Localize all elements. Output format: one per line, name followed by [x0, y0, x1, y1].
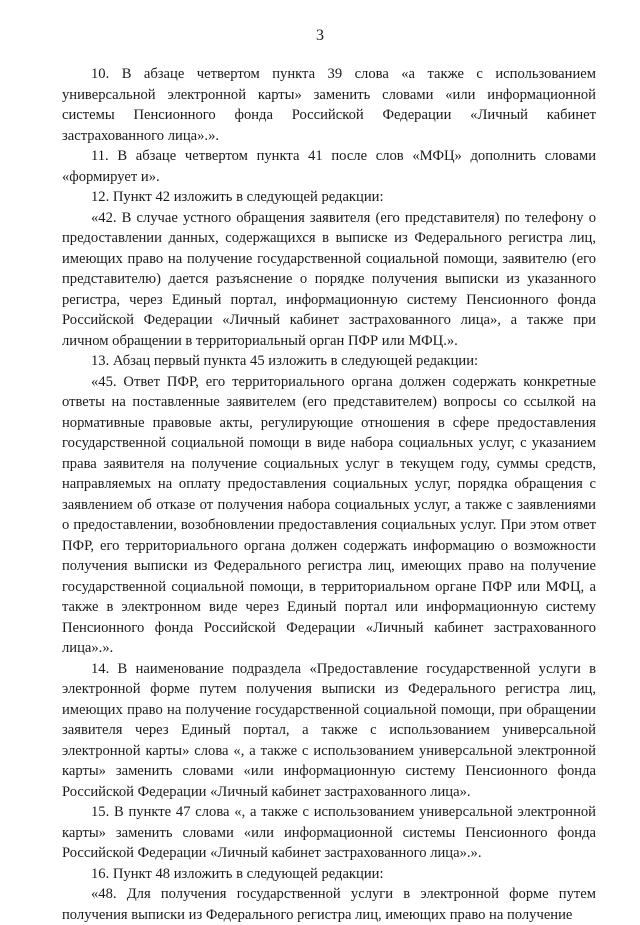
paragraph-item-16: 16. Пункт 48 изложить в следующей редакции:: [91, 865, 384, 882]
quoted-paragraph-45: «45. Ответ ПФР, его территориального органа должен содержать конкретные ответы на поставленные заявителем (его представителем) вопросы со ссылкой на нормативные правовые акты, регулирующие отношения в сфере предоставления государственной социальной помощи в виде набора социальных услуг, с указанием права заявителя на получение социальных услуг в текущем году, суммы средств, направляемых на оплату предоставления социальных услуг, порядка обращения с заявлением об отказе от получения набора социальных услуг, а также с заявлениями о предоставлении, возобновлении предоставления социальных услуг. При этом ответ ПФР, его территориального органа должен содержать информацию о возможности получения выписки из Федерального регистра лиц, имеющих право на получение государственной социальной помощи, в территориальном органе ПФР или МФЦ, а также в электронном виде через Единый портал или информационную систему Пенсионного фонда Российской Федерации «Личный кабинет застрахованного лица».».: [62, 373, 596, 656]
quoted-paragraph-42: «42. В случае устного обращения заявителя (его представителя) по телефону о предоставлении данных, содержащихся в выписке из Федерального регистра лиц, имеющих право на получение государственной социальной помощи, заявителю (его представителю) дается разъяснение о порядке получения выписки из указанного регистра, через Единый портал, информационную систему Пенсионного фонда Российской Федерации «Личный кабинет застрахованного лица», а также при личном обращении в территориальный орган ПФР или МФЦ.».: [62, 209, 596, 349]
paragraph-item-14: 14. В наименование подраздела «Предоставление государственной услуги в электронной форме путем получения выписки из Федерального регистра лиц, имеющих право на получение государственной социальной помощи, при обращении заявителя через Единый портал, а также с использованием универсальной электронной карты» слова «, а также с использованием универсальной электронной карты» заменить словами «или информационную систему Пенсионного фонда Российской Федерации «Личный кабинет застрахованного лица».: [62, 660, 596, 800]
paragraph-item-15: 15. В пункте 47 слова «, а также с использованием универсальной электронной карты» заменить словами «или информационной системы Пенсионного фонда Российской Федерации «Личный кабинет застрахованного лица».».: [62, 804, 596, 861]
paragraph-item-10: 10. В абзаце четвертом пункта 39 слова «а также с использованием универсальной электронной карты» заменить словами «или информационной системы Пенсионного фонда Российской Федерации «Личный кабинет застрахованного лица».».: [62, 66, 596, 144]
paragraph-item-13: 13. Абзац первый пункта 45 изложить в следующей редакции:: [91, 353, 479, 369]
document-body: [62, 64, 596, 925]
quoted-paragraph-48: «48. Для получения государственной услуги в электронной форме путем получения выписки из Федерального регистра лиц, имеющих право на получение: [62, 886, 596, 923]
paragraph-item-12: 12. Пункт 42 изложить в следующей редакции:: [91, 189, 384, 205]
paragraph-item-11: 11. В абзаце четвертом пункта 41 после слов «МФЦ» дополнить словами «формирует и».: [62, 148, 596, 185]
page-number: 3: [316, 27, 324, 44]
